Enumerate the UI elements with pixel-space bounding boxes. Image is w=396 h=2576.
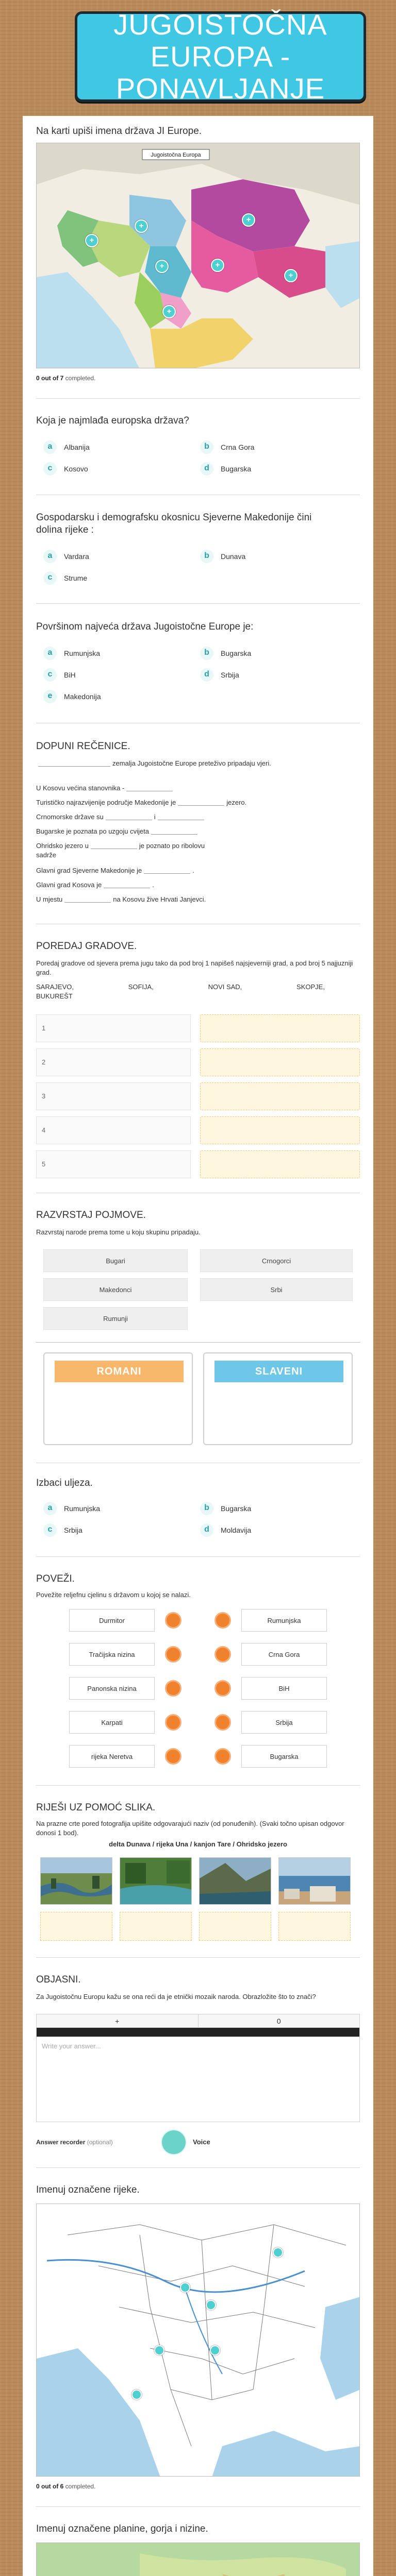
q2-option-d[interactable]: d Bugarska <box>200 462 251 476</box>
q3-option-b[interactable]: b Dunava <box>200 550 245 563</box>
q5-section <box>23 740 373 753</box>
fill-blank-line: zemalja Jugoistočne Europe preteživo pripadaju vjeri. <box>36 759 345 768</box>
q7-title: RAZVRSTAJ POJMOVE. <box>36 1210 146 1221</box>
blank-input[interactable] <box>151 827 197 835</box>
divider <box>36 1556 360 1557</box>
toolbar-zero-button[interactable]: 0 <box>198 2014 360 2027</box>
blank-input[interactable] <box>38 759 110 767</box>
order-drop-zone[interactable] <box>200 1116 360 1144</box>
q1-title: Na karti upiši imena država JI Europe. <box>36 126 202 137</box>
editor-toolbar <box>37 2014 359 2028</box>
order-drop-zone[interactable] <box>200 1014 360 1042</box>
mountains-map <box>36 2543 360 2576</box>
fill-blank-line: Glavni grad Kosova je . <box>36 881 154 889</box>
fill-blank-line: Turističko najrazvijenije područje Makedonije je jezero. <box>36 799 247 806</box>
photo-image <box>279 1858 351 1905</box>
blank-input[interactable] <box>91 842 137 849</box>
page-title: JUGOISTOČNA EUROPA - PONAVLJANJE <box>113 8 327 105</box>
map-pin[interactable]: + <box>162 305 176 318</box>
q1-section <box>23 125 373 138</box>
match-right-item: Bugarska <box>241 1745 327 1768</box>
blank-input[interactable] <box>106 813 152 820</box>
q2-section <box>23 415 373 427</box>
editor-formatting-bar <box>37 2028 359 2037</box>
sort-card[interactable]: Bugari <box>43 1249 188 1272</box>
blank-input[interactable] <box>104 881 150 888</box>
blank-input[interactable] <box>64 895 111 903</box>
blank-input[interactable] <box>144 867 190 874</box>
q9-option-c[interactable]: c Srbija <box>43 1523 82 1537</box>
q2-option-a[interactable]: a Albanija <box>43 440 90 454</box>
photo-answer-drop[interactable] <box>199 1912 271 1941</box>
order-row: 3 <box>36 1082 191 1110</box>
city-term: SOFIJA, <box>128 983 154 991</box>
q2-option-b[interactable]: b Crna Gora <box>200 440 254 454</box>
photo-tara <box>199 1857 271 1905</box>
q4-option-c[interactable]: c BiH <box>43 668 76 682</box>
q1-status: 0 out of 7 completed. <box>36 375 96 382</box>
q3-option-c[interactable]: c Strume <box>43 571 87 585</box>
match-left-item: Tračijska nizina <box>69 1643 155 1666</box>
order-drop-zone[interactable] <box>200 1082 360 1110</box>
order-row: 2 <box>36 1048 191 1076</box>
q2-option-c[interactable]: c Kosovo <box>43 462 88 476</box>
q1-map <box>36 143 360 368</box>
map-pin[interactable]: + <box>135 219 148 233</box>
q2-title: Koja je najmlađa europska država? <box>36 415 189 426</box>
match-right-item: BiH <box>241 1677 327 1700</box>
photo-ohrid <box>278 1857 351 1905</box>
match-left-item: Karpati <box>69 1711 155 1734</box>
bin-label: SLAVENI <box>214 1361 343 1382</box>
q13-status: 0 out of 6 completed. <box>36 2483 96 2490</box>
q9-option-d[interactable]: d Moldavija <box>200 1523 251 1537</box>
q6-city-list <box>36 982 325 992</box>
q10-title: POVEŽI. <box>36 1573 75 1584</box>
q6-instructions: Poredaj gradove od sjevera prema jugu tako da pod broj 1 napišeš najsjeverniji grad, a pod broj 5 najjuzniji grad. <box>36 959 353 976</box>
title-banner <box>75 8 366 105</box>
rivers-map <box>36 2204 360 2477</box>
answer-editor[interactable] <box>36 2014 360 2122</box>
fill-blank-line: U mjestu na Kosovu žive Hrvati Janjevci. <box>36 895 206 903</box>
photo-image <box>200 1858 271 1905</box>
match-left-handle[interactable] <box>165 1646 182 1663</box>
sort-bin-slaveni[interactable] <box>203 1352 353 1445</box>
photo-image <box>41 1858 112 1905</box>
match-left-handle[interactable] <box>165 1612 182 1629</box>
match-right-handle[interactable] <box>214 1612 231 1629</box>
recorder-type: Voice <box>193 2138 210 2146</box>
q9-section <box>23 1477 373 1489</box>
order-row: 1 <box>36 1014 191 1042</box>
q10-section <box>23 1573 373 1585</box>
map-pin[interactable] <box>180 2282 190 2293</box>
match-right-handle[interactable] <box>214 1714 231 1731</box>
q7-instructions: Razvrstaj narode prema tome u koju skupinu pripadaju. <box>36 1228 201 1236</box>
match-left-handle[interactable] <box>165 1680 182 1697</box>
match-right-item: Rumunjska <box>241 1609 327 1632</box>
q9-title: Izbaci uljeza. <box>36 1478 93 1488</box>
map-pin[interactable] <box>210 2345 220 2355</box>
photo-delta <box>40 1857 112 1905</box>
match-right-item: Srbija <box>241 1711 327 1734</box>
order-drop-zone[interactable] <box>200 1048 360 1076</box>
q5-title: DOPUNI REČENICE. <box>36 741 130 752</box>
q11-title: RIJEŠI UZ POMOĆ SLIKA. <box>36 1802 156 1813</box>
map-legend-label: Jugoistočna Europa <box>151 152 201 158</box>
sort-card[interactable]: Rumunji <box>43 1307 188 1330</box>
mountains-map-graphic <box>37 2543 360 2576</box>
q13-section <box>23 2184 373 2196</box>
divider <box>36 1957 360 1958</box>
map-pin[interactable]: + <box>284 269 298 282</box>
sort-card[interactable]: Crnogorci <box>200 1249 353 1272</box>
q4-option-e[interactable]: e Makedonija <box>43 690 101 703</box>
match-right-item: Crna Gora <box>241 1643 327 1666</box>
q10-instructions: Povežite reljefnu cjelinu s državom u kojoj se nalazi. <box>36 1591 191 1599</box>
match-right-handle[interactable] <box>214 1680 231 1697</box>
map-pin[interactable] <box>206 2300 216 2310</box>
map-pin[interactable]: + <box>211 259 224 272</box>
photo-image <box>120 1858 192 1905</box>
photo-answer-drop[interactable] <box>278 1912 351 1941</box>
q13-title: Imenuj označene rijeke. <box>36 2184 140 2195</box>
divider <box>36 1342 360 1343</box>
q6-section <box>23 940 373 953</box>
sort-card[interactable]: Srbi <box>200 1278 353 1301</box>
blank-input[interactable] <box>178 799 224 806</box>
q14-section <box>23 2523 373 2535</box>
photo-una <box>120 1857 192 1905</box>
photo-answer-drop[interactable] <box>40 1912 112 1941</box>
q14-title: Imenuj označene planine, gorja i nizine. <box>36 2523 208 2534</box>
q7-section <box>23 1209 373 1222</box>
match-left-item: Panonska nizina <box>69 1677 155 1700</box>
order-drop-zone[interactable] <box>200 1150 360 1178</box>
q4-option-b[interactable]: b Bugarska <box>200 647 251 660</box>
q12-section <box>23 1974 373 1986</box>
fill-blank-line: Glavni grad Sjeverne Makedonije je . <box>36 867 194 874</box>
q11-instructions: Na prazne crte pored fotografija upišite odgovarajući naziv (od ponuđenih). (Svaki točno upisan odgovor donosi 1 bod). <box>36 1820 344 1837</box>
match-right-handle[interactable] <box>214 1646 231 1663</box>
q3-option-a[interactable]: a Vardara <box>43 550 89 563</box>
balkan-countries-map <box>37 143 360 368</box>
city-term: NOVI SAD, <box>208 983 242 991</box>
q9-option-a[interactable]: a Rumunjska <box>43 1502 100 1515</box>
fill-blank-line: Ohridsko jezero u je poznato po ribolovu sadrže <box>36 842 205 859</box>
sort-bin-romani[interactable] <box>43 1352 193 1445</box>
match-right-handle[interactable] <box>214 1748 231 1765</box>
map-pin[interactable] <box>154 2345 164 2355</box>
rivers-map-graphic <box>37 2204 360 2477</box>
divider <box>36 1785 360 1786</box>
q3-section <box>23 512 332 536</box>
city-term: SARAJEVO, <box>36 983 74 991</box>
map-pin[interactable] <box>273 2247 283 2258</box>
city-term: SKOPJE, <box>296 983 325 991</box>
blank-input[interactable] <box>126 784 173 791</box>
q12-title: OBJASNI. <box>36 1974 81 1985</box>
match-left-handle[interactable] <box>165 1748 182 1765</box>
q9-option-b[interactable]: b Bugarska <box>200 1502 251 1515</box>
blank-input[interactable] <box>158 813 204 820</box>
map-pin[interactable]: + <box>155 260 169 273</box>
divider <box>36 2506 360 2507</box>
match-left-item: Durmitor <box>69 1609 155 1632</box>
q4-title: Površinom najveća država Jugoistočne Europe je: <box>36 621 254 632</box>
q4-section <box>23 621 373 633</box>
match-left-handle[interactable] <box>165 1714 182 1731</box>
q6-title: POREDAJ GRADOVE. <box>36 941 137 952</box>
microphone-icon[interactable] <box>162 2130 186 2154</box>
divider <box>36 603 360 604</box>
answer-placeholder: Write your answer... <box>42 2042 101 2050</box>
map-pin[interactable]: + <box>85 234 98 247</box>
q3-title: Gospodarsku i demografsku okosnicu Sjeverne Makedonije čini dolina rijeke : <box>36 512 312 535</box>
q4-option-a[interactable]: a Rumunjska <box>43 647 100 660</box>
worksheet-page <box>23 116 373 2576</box>
divider <box>36 2167 360 2168</box>
order-row: 5 <box>36 1150 191 1178</box>
city-term: BUKUREŠT <box>36 992 73 1000</box>
q4-option-d[interactable]: d Srbija <box>200 668 239 682</box>
fill-blank-line: U Kosovu većina stanovnika - <box>36 784 175 793</box>
fill-blank-line: Bugarske je poznata po uzgoju cvijeta <box>36 827 200 836</box>
q11-terms: delta Dunava / rijeka Una / kanjon Tare / Ohridsko jezero <box>109 1840 287 1848</box>
toolbar-plus-button[interactable]: + <box>115 2017 120 2025</box>
q12-instructions: Za Jugoistočnu Europu kažu se ona reći da je etnički mozaik naroda. Obrazložite što to znači? <box>36 1993 316 2001</box>
map-pin[interactable]: + <box>242 213 255 227</box>
map-pin[interactable] <box>131 2389 142 2400</box>
divider <box>36 398 360 399</box>
q11-section <box>23 1802 373 1814</box>
order-row: 4 <box>36 1116 191 1144</box>
match-left-item: rijeka Neretva <box>69 1745 155 1768</box>
sort-card[interactable]: Makedonci <box>43 1278 188 1301</box>
photo-answer-drop[interactable] <box>120 1912 192 1941</box>
bin-label: ROMANI <box>55 1361 184 1382</box>
answer-recorder-label: Answer recorder (optional) <box>36 2139 113 2146</box>
fill-blank-line: Crnomorske države su i <box>36 812 206 822</box>
